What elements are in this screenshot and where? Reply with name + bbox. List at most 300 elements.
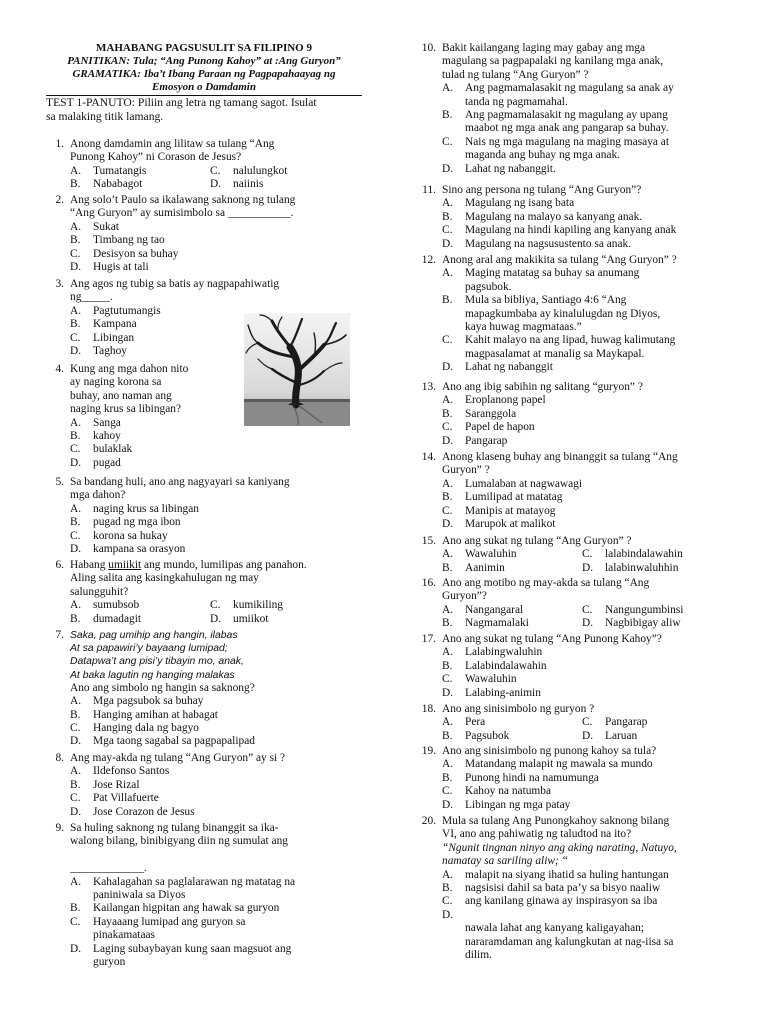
option-text [465, 785, 758, 798]
answer-option [442, 267, 758, 294]
question-stem: “Ang Guryon” ay sumisimbolo sa ___________. [70, 207, 294, 220]
option-letter: D. [70, 543, 82, 556]
option-text [465, 197, 758, 210]
option-text [465, 211, 758, 224]
answer-option [210, 613, 268, 626]
instructions [46, 96, 368, 124]
option-letter: B. [442, 407, 453, 420]
answer-option [442, 109, 758, 136]
option-text [465, 224, 758, 237]
answer-option [442, 730, 582, 743]
answer-option [442, 491, 758, 504]
answer-option [442, 617, 582, 630]
option-letter: A. [70, 502, 82, 515]
answer-option [70, 943, 368, 970]
option-line: nararamdaman ang kalungkutan at nag-iisa sa [465, 935, 674, 948]
option-line: Laging subaybayan kung saan magsuot ang [93, 942, 292, 955]
question-stem: Aling salita ang kasingkahulugan ng may [70, 572, 259, 585]
option-line: Lalabingwaluhin [465, 646, 543, 659]
answer-option [442, 408, 758, 421]
option-text [465, 869, 758, 882]
answer-option-row [442, 730, 758, 743]
option-letter: B. [70, 612, 81, 625]
question-stem: VI, ano ang pahiwatig ng taludtod na ito? [442, 828, 632, 841]
option-line: Kampana [93, 318, 137, 331]
question-number: 13. [421, 381, 436, 393]
question-stem: Ano ang sukat ng tulang “Ang Punong Kahoy”? [442, 633, 662, 645]
answer-option [70, 722, 368, 735]
answer-option [442, 646, 758, 659]
answer-option [442, 505, 758, 518]
answer-option [442, 294, 758, 334]
option-text [465, 673, 758, 686]
option-letter: C. [582, 603, 593, 616]
answer-option [442, 772, 758, 785]
answer-option [442, 909, 758, 963]
question-stem: Ang may-akda ng tulang “Ang Guryon” ay si ? [70, 752, 286, 764]
option-text [465, 435, 758, 448]
question-stem: Anong aral ang makikita sa tulang “Ang Guryon” ? [442, 254, 677, 266]
question-stem: buhay, ano naman ang [70, 389, 172, 402]
option-text [465, 163, 758, 176]
option-text [93, 792, 368, 805]
option-letter: A. [442, 758, 454, 771]
option-letter: C. [442, 673, 453, 686]
option-letter: A. [70, 599, 82, 612]
question-19 [418, 745, 758, 812]
option-text: lalabindalawahin [605, 548, 683, 561]
option-line: paniniwala sa Diyos [93, 889, 186, 902]
answer-option-row [442, 604, 758, 617]
answer-option-row [70, 599, 368, 612]
poem-line: Saka, pag umihip ang hangin, ilabas [70, 630, 238, 641]
option-line: Nais ng mga magulang na maging masaya at [465, 135, 670, 148]
option-line: nawala lahat ang kanyang kaligayahan; [465, 922, 645, 935]
option-letter: A. [442, 646, 454, 659]
answer-option [70, 543, 368, 556]
option-line: korona sa hukay [93, 529, 168, 542]
option-line: Magulang na nagsusustento sa anak. [465, 237, 632, 250]
option-letter: B. [442, 659, 453, 672]
option-text [465, 334, 758, 361]
option-text [465, 909, 758, 963]
option-letter: C. [70, 915, 81, 928]
option-line [465, 909, 758, 922]
answer-option [582, 604, 683, 617]
question-stem: Sino ang persona ng tulang “Ang Guryon”? [442, 184, 642, 196]
option-letter: B. [70, 708, 81, 721]
option-letter: C. [70, 792, 81, 805]
option-line: Lalabing-animin [465, 686, 541, 699]
question-12 [418, 254, 758, 375]
option-letter: A. [442, 394, 454, 407]
option-letter: D. [582, 729, 594, 742]
question-11 [418, 184, 758, 251]
question-stem: Anong klaseng buhay ang binanggit sa tulang “Ang [442, 451, 678, 463]
question-stem: Ang agos ng tubig sa batis ay nagpapahiwatig [70, 278, 280, 290]
option-text [93, 443, 368, 456]
option-letter: A. [442, 267, 454, 280]
option-letter: B. [442, 294, 453, 307]
option-line: kampana sa orasyon [93, 543, 186, 556]
answer-option [442, 197, 758, 210]
question-stem: Ano ang motibo ng may-akda sa tulang “Ang [442, 577, 650, 589]
question-18 [418, 703, 758, 743]
option-letter: B. [442, 729, 453, 742]
option-text [465, 772, 758, 785]
question-stem: ng_____. [70, 291, 113, 304]
option-text [465, 394, 758, 407]
option-text: Tumatangis [93, 164, 147, 177]
option-letter: B. [442, 882, 453, 895]
answer-option [70, 695, 368, 708]
option-line: maabot ng mga anak ang pangarap sa buhay. [465, 122, 669, 135]
option-line: Lalabindalawahin [465, 659, 547, 672]
answer-option [70, 516, 368, 529]
option-letter: B. [70, 516, 81, 529]
option-letter: C. [442, 421, 453, 434]
answer-option-row [442, 617, 758, 630]
option-letter: C. [442, 504, 453, 517]
option-text [93, 543, 368, 556]
option-line: Lahat ng nabanggit [465, 361, 553, 374]
option-text: Nangungumbinsi [605, 603, 684, 616]
option-line: Magulang na hindi kapiling ang kanyang anak [465, 224, 677, 237]
option-line: Punong hindi na namumunga [465, 771, 599, 784]
option-text [465, 660, 758, 673]
question-number: 15. [421, 535, 436, 547]
bare-tree-image [244, 313, 350, 426]
answer-option [70, 902, 368, 915]
option-letter: C. [442, 224, 453, 237]
question-stem: Mula sa tulang Ang Punongkahoy saknong bilang [442, 815, 670, 827]
option-letter: D. [442, 162, 454, 175]
answer-option [442, 224, 758, 237]
option-letter: B. [442, 491, 453, 504]
option-line: kaya huwag magmataas.” [465, 321, 582, 334]
question-stem: Ano ang ibig sabihin ng salitang “guryon” ? [442, 381, 643, 393]
answer-option [582, 617, 681, 630]
exam-header [46, 42, 362, 94]
option-text: Nagbibigay aliw [605, 617, 681, 630]
option-letter: B. [442, 771, 453, 784]
answer-option [70, 234, 368, 247]
option-text: Nagmamalaki [465, 617, 529, 630]
question-stem: Guryon” ? [442, 464, 490, 477]
option-letter: B. [70, 234, 81, 247]
option-line: Ang pagmamalasakit ng magulang sa anak ay [465, 82, 674, 95]
option-line: Lahat ng nabanggit. [465, 162, 556, 175]
answer-option-row [70, 178, 368, 191]
option-line: Sukat [93, 220, 119, 233]
option-text [465, 895, 758, 908]
option-letter: A. [70, 765, 82, 778]
question-13 [418, 381, 758, 448]
option-letter: A. [442, 603, 454, 616]
question-6 [46, 559, 368, 626]
option-text [93, 902, 368, 915]
question-stem: walong bilang, binibigyang diin ng sumulat ang [70, 835, 288, 848]
option-text [465, 294, 758, 334]
option-text [93, 722, 368, 735]
underlined-word: umiikit [108, 559, 142, 571]
option-letter: C. [442, 334, 453, 347]
option-letter: C. [210, 599, 221, 612]
option-line: Kailangan higpitan ang hawak sa guryon [93, 902, 280, 915]
question-stem: ay naging korona sa [70, 376, 162, 389]
answer-option [442, 163, 758, 176]
option-letter: C. [70, 247, 81, 260]
answer-option [70, 792, 368, 805]
option-text [93, 248, 368, 261]
option-letter: C. [442, 895, 453, 908]
option-text: Pagsubok [465, 729, 510, 742]
option-text [93, 916, 368, 943]
poem-line: Datapwa’t ang pisi’y tibayin mo, anak, [70, 656, 244, 668]
option-line: Pangarap [465, 434, 508, 447]
option-text: Wawaluhin [465, 548, 517, 561]
option-line: Mga taong sagabal sa pagpapalipad [93, 735, 255, 748]
answer-option [442, 435, 758, 448]
question-14 [418, 451, 758, 531]
answer-option [582, 730, 637, 743]
option-text [465, 758, 758, 771]
option-line: Saranggola [465, 407, 517, 420]
option-line: Hanging dala ng bagyo [93, 722, 199, 735]
stem-text: Habang [70, 559, 109, 571]
option-letter: A. [70, 695, 82, 708]
option-line: dilim. [465, 949, 492, 962]
option-line: Lumilipad at matatag [465, 491, 563, 504]
option-text [93, 943, 368, 970]
option-line: Kahoy na natumba [465, 785, 552, 798]
quoted-verse: “Ngunit tingnan ninyo ang aking narating, Natuyo, [442, 841, 677, 854]
question-number: 4. [55, 363, 64, 375]
question-stem: Ano ang simbolo ng hangin sa saknong? [70, 681, 255, 694]
answer-option [442, 518, 758, 531]
option-letter: C. [70, 529, 81, 542]
answer-option [442, 334, 758, 361]
option-letter: C. [442, 135, 453, 148]
option-text [93, 709, 368, 722]
question-number: 7. [55, 629, 64, 641]
option-text: naiinis [233, 178, 264, 191]
option-text: nalulungkot [233, 164, 288, 177]
option-letter: C. [210, 164, 221, 177]
answer-option [70, 530, 368, 543]
option-letter: C. [442, 785, 453, 798]
option-letter: B. [70, 178, 81, 191]
option-line: Maging matatag sa buhay sa anumang [465, 267, 640, 280]
option-letter: A. [442, 477, 454, 490]
option-letter: D. [70, 805, 82, 818]
question-stem: Ano ang sukat ng tulang “Ang Guryon” ? [442, 535, 632, 547]
option-text [465, 687, 758, 700]
option-text [93, 876, 368, 903]
answer-option [442, 82, 758, 109]
option-line: nagsisisi dahil sa bata pa’y sa bisyo naaliw [465, 882, 661, 895]
option-line: Matandang malapit ng mawala sa mundo [465, 758, 653, 771]
option-text [93, 261, 368, 274]
option-line: maganda ang buhay ng mga anak. [465, 149, 620, 162]
option-text [93, 735, 368, 748]
option-line: Jose Corazon de Jesus [93, 805, 195, 818]
question-stem: naging krus sa libingan? [70, 403, 182, 416]
option-text [465, 361, 758, 374]
option-text [465, 478, 758, 491]
question-stem: tulad ng tulang “Ang Guryon” ? [442, 68, 589, 81]
option-letter: D. [210, 612, 222, 625]
option-line: Ildefonso Santos [93, 765, 170, 778]
question-stem: mga dahon? [70, 489, 126, 502]
option-line: ang kanilang ginawa ay inspirasyon sa iba [465, 895, 658, 908]
option-line: pugad [93, 456, 121, 469]
option-text: Nababagot [93, 178, 143, 191]
option-letter: C. [582, 716, 593, 729]
option-line: Sanga [93, 416, 121, 429]
option-letter: A. [442, 716, 454, 729]
option-line: Hayaaang lumipad ang guryon sa [93, 915, 246, 928]
option-text [465, 882, 758, 895]
exam-title: MAHABANG PAGSUSULIT SA FILIPINO 9 [96, 42, 312, 54]
option-letter: D. [210, 178, 222, 191]
option-line: pugad ng mga ibon [93, 516, 181, 529]
option-text [465, 505, 758, 518]
question-number: 8. [55, 752, 64, 764]
answer-option [70, 430, 368, 443]
option-line: Pat Villafuerte [93, 792, 159, 805]
answer-option [70, 443, 368, 456]
option-line: Jose Rizal [93, 778, 140, 791]
answer-option [442, 758, 758, 771]
answer-option [442, 238, 758, 251]
answer-option [442, 394, 758, 407]
option-letter: D. [442, 686, 454, 699]
question-number: 1. [55, 138, 64, 150]
option-text [93, 695, 368, 708]
question-stem: Kung ang mga dahon nito [70, 363, 189, 375]
option-letter: A. [70, 304, 82, 317]
option-line: Manipis at matayog [465, 504, 556, 517]
question-number: 19. [421, 745, 436, 757]
answer-option-row [70, 613, 368, 626]
option-text [93, 234, 368, 247]
option-letter: C. [70, 722, 81, 735]
option-line: malapit na siyang ihatid sa huling hantungan [465, 868, 669, 881]
option-letter: D. [70, 735, 82, 748]
option-line: pinakamataas [93, 929, 155, 942]
poem-line: At sa papawiri’y bayaang lumipad; [70, 643, 228, 655]
answer-option [210, 178, 263, 191]
option-letter: A. [70, 164, 82, 177]
option-text: Aanimin [465, 561, 505, 574]
question-stem: Ang solo’t Paulo sa ikalawang saknong ng tulang [70, 194, 296, 206]
option-line: Hugis at tali [93, 261, 149, 274]
question-number: 6. [55, 559, 64, 571]
option-line: Mga pagsubok sa buhay [93, 695, 204, 708]
option-letter: B. [70, 318, 81, 331]
answer-option [442, 895, 758, 908]
answer-option [442, 785, 758, 798]
answer-option [442, 660, 758, 673]
question-number: 5. [55, 476, 64, 488]
answer-option [70, 916, 368, 943]
option-text [93, 779, 368, 792]
answer-option [442, 421, 758, 434]
option-letter: C. [70, 443, 81, 456]
answer-option [70, 261, 368, 274]
option-text [93, 516, 368, 529]
answer-option-row [442, 562, 758, 575]
option-text [465, 136, 758, 163]
question-stem: Anong damdamin ang lilitaw sa tulang “Ang [70, 138, 275, 150]
option-text [465, 518, 758, 531]
option-letter: D. [442, 518, 454, 531]
option-text [93, 806, 368, 819]
answer-option [442, 716, 582, 729]
option-line: Marupok at malikot [465, 518, 556, 531]
option-text: Nangangaral [465, 603, 524, 616]
answer-option [582, 562, 678, 575]
option-letter: B. [442, 109, 453, 122]
answer-option [442, 562, 582, 575]
question-2 [46, 194, 368, 274]
gramatika-line-1: GRAMATIKA: Iba’t Ibang Paraan ng Pagpapahaayag ng [72, 68, 336, 80]
option-text [465, 238, 758, 251]
question-5 [46, 476, 368, 556]
answer-option [70, 735, 368, 748]
option-letter: A. [70, 416, 82, 429]
question-number: 2. [55, 194, 64, 206]
question-stem: Punong Kahoy” ni Corason de Jesus? [70, 151, 242, 164]
question-15 [418, 535, 758, 575]
question-number: 20. [421, 815, 436, 827]
option-line: Hanging amihan at habagat [93, 708, 218, 721]
answer-option [442, 882, 758, 895]
option-text [93, 221, 368, 234]
option-line: Kahit malayo na ang lipad, huwag kalimutang [465, 334, 676, 347]
answer-option [70, 248, 368, 261]
question-stem [70, 559, 368, 572]
answer-option [70, 221, 368, 234]
question-stem: Sa huling saknong ng tulang binanggit sa ika- [70, 822, 279, 834]
option-letter: D. [442, 798, 454, 811]
option-text [465, 267, 758, 294]
answer-option [442, 136, 758, 163]
option-line: Desisyon sa buhay [93, 247, 179, 260]
option-line: magpasalamat at manalig sa Maykapal. [465, 347, 645, 360]
answer-option [582, 548, 683, 561]
option-line: kahoy [93, 430, 121, 443]
instructions-line-2: sa malaking titik lamang. [46, 110, 164, 123]
option-letter: A. [442, 868, 454, 881]
option-text [465, 82, 758, 109]
option-text: lalabinwaluhhin [605, 561, 679, 574]
instructions-line-1: TEST 1-PANUTO: Piliin ang letra ng tamang sagot. Isulat [46, 96, 317, 109]
option-line: tanda ng pagmamahal. [465, 95, 568, 108]
answer-option [70, 165, 210, 178]
option-line: Taghoy [93, 345, 127, 358]
question-stem: Ano ang sinisimbolo ng punong kahoy sa tula? [442, 745, 657, 757]
option-letter: B. [70, 430, 81, 443]
question-stem: Sa bandang huli, ano ang nagyayari sa kaniyang [70, 476, 290, 488]
option-letter: D. [70, 942, 82, 955]
question-stem: salungguhit? [70, 585, 129, 598]
option-letter: D. [442, 237, 454, 250]
option-line: Magulang na malayo sa kanyang anak. [465, 210, 643, 223]
answer-option [442, 799, 758, 812]
option-text [93, 457, 368, 470]
